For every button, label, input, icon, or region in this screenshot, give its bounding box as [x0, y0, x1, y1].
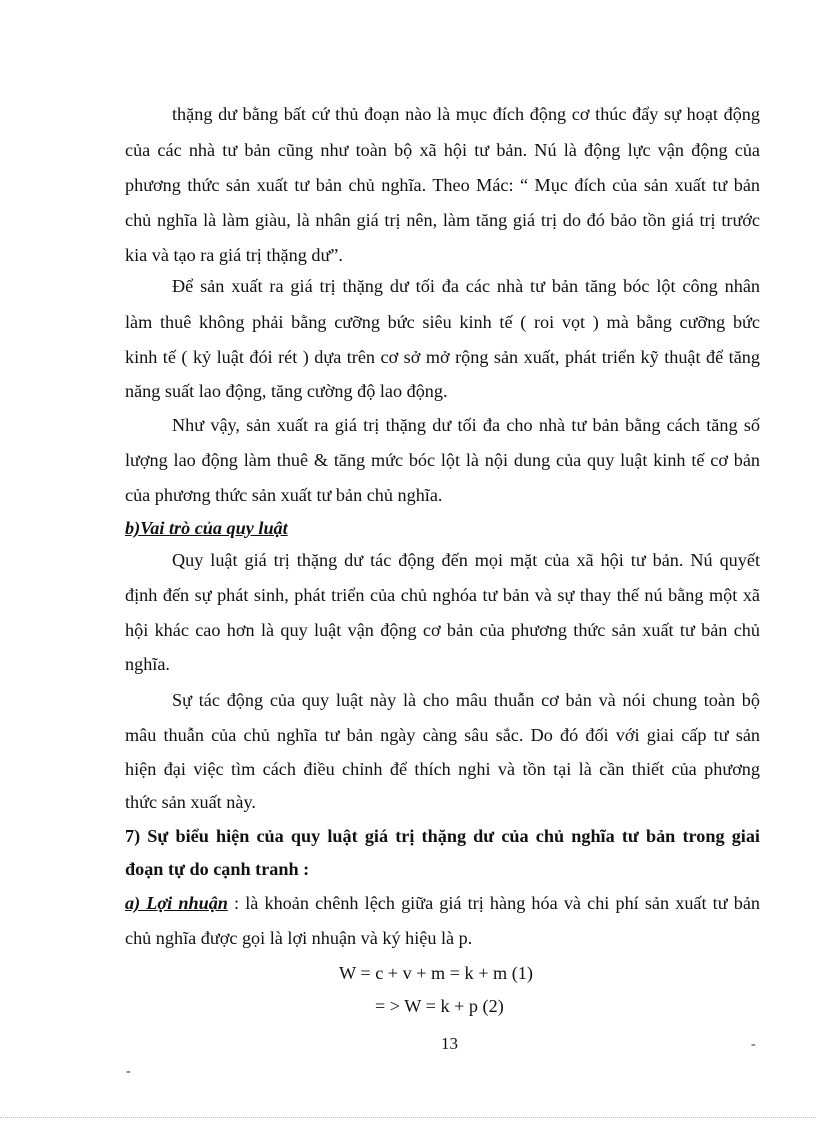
page-bottom-divider — [0, 1117, 816, 1118]
formula-1: W = c + v + m = k + m (1) — [339, 963, 533, 983]
section-heading-7-cont: đoạn tự do cạnh tranh : — [125, 859, 310, 879]
dash-mark: - — [751, 1037, 756, 1052]
paragraph-line: chủ nghĩa được gọi là lợi nhuận và ký hiệu là p. — [125, 928, 473, 948]
paragraph-line: năng suất lao động, tăng cường độ lao động. — [125, 381, 448, 401]
paragraph-line: mâu thuẫn của chủ nghĩa tư bản ngày càng sâu sắc. Do đó đối với giai cấp tư sản — [125, 725, 760, 745]
paragraph-line: của phương thức sản xuất tư bản chủ nghĩa. — [125, 485, 443, 505]
section-a-label: a) Lợi nhuận — [125, 893, 228, 913]
paragraph-line: Sự tác động của quy luật này là cho mâu thuẫn cơ bản và nói chung toàn bộ — [172, 690, 760, 710]
section-heading-b — [125, 517, 760, 539]
paragraph-line: hiện đại việc tìm cách điều chỉnh để thích nghi và tồn tại là cần thiết của phương — [125, 759, 760, 779]
section-a-text: : là khoản chênh lệch giữa giá trị hàng hóa và chi phí sản xuất tư bản — [227, 893, 760, 913]
paragraph-line: làm thuê không phải bằng cưỡng bức siêu kinh tế ( roi vọt ) mà bằng cưỡng bức — [125, 312, 760, 332]
paragraph-line: chủ nghĩa là làm giàu, là nhân giá trị nên, làm tăng giá trị do đó bảo tồn giá trị trước — [125, 210, 760, 230]
section-heading-7: 7) Sự biểu hiện của quy luật giá trị thặng dư của chủ nghĩa tư bản trong giai — [125, 826, 760, 846]
formula-2: = > W = k + p (2) — [375, 996, 504, 1016]
paragraph-line: phương thức sản xuất tư bản chủ nghĩa. Theo Mác: “ Mục đích của sản xuất tư bản — [125, 175, 760, 195]
paragraph-line: nghĩa. — [125, 654, 170, 674]
paragraph-line: kinh tế ( kỷ luật đói rét ) dựa trên cơ sở mở rộng sản xuất, phát triển kỹ thuật để tăng — [125, 347, 760, 367]
paragraph-line: định đến sự phát sinh, phát triển của chủ nghóa tư bản và sự thay thế nú bằng một xã — [125, 585, 760, 605]
paragraph-line: thức sản xuất này. — [125, 792, 256, 812]
paragraph-line: của các nhà tư bản cũng như toàn bộ xã hội tư bản. Nú là động lực vận động của — [125, 140, 760, 160]
dash-mark: - — [126, 1064, 131, 1079]
paragraph-line: lượng lao động làm thuê & tăng mức bóc lột là nội dung của quy luật kinh tế cơ bản — [125, 450, 760, 470]
paragraph-line: thặng dư bằng bất cứ thủ đoạn nào là mục đích động cơ thúc đẩy sự hoạt động — [172, 104, 760, 124]
paragraph-line: Quy luật giá trị thặng dư tác động đến mọi mặt của xã hội tư bản. Nú quyết — [172, 550, 760, 570]
paragraph-line: hội khác cao hơn là quy luật vận động cơ bản của phương thức sản xuất tư bản chủ — [125, 620, 760, 640]
paragraph-line: kia và tạo ra giá trị thặng dư”. — [125, 245, 343, 265]
paragraph-line: Như vậy, sản xuất ra giá trị thặng dư tối đa cho nhà tư bản bằng cách tăng số — [172, 415, 760, 435]
section-heading-b-text: b)Vai trò của quy luật — [125, 518, 288, 538]
paragraph-line: Để sản xuất ra giá trị thặng dư tối đa các nhà tư bản tăng bóc lột công nhân — [172, 276, 760, 296]
section-a-line — [125, 892, 760, 914]
page-number: 13 — [441, 1034, 458, 1053]
